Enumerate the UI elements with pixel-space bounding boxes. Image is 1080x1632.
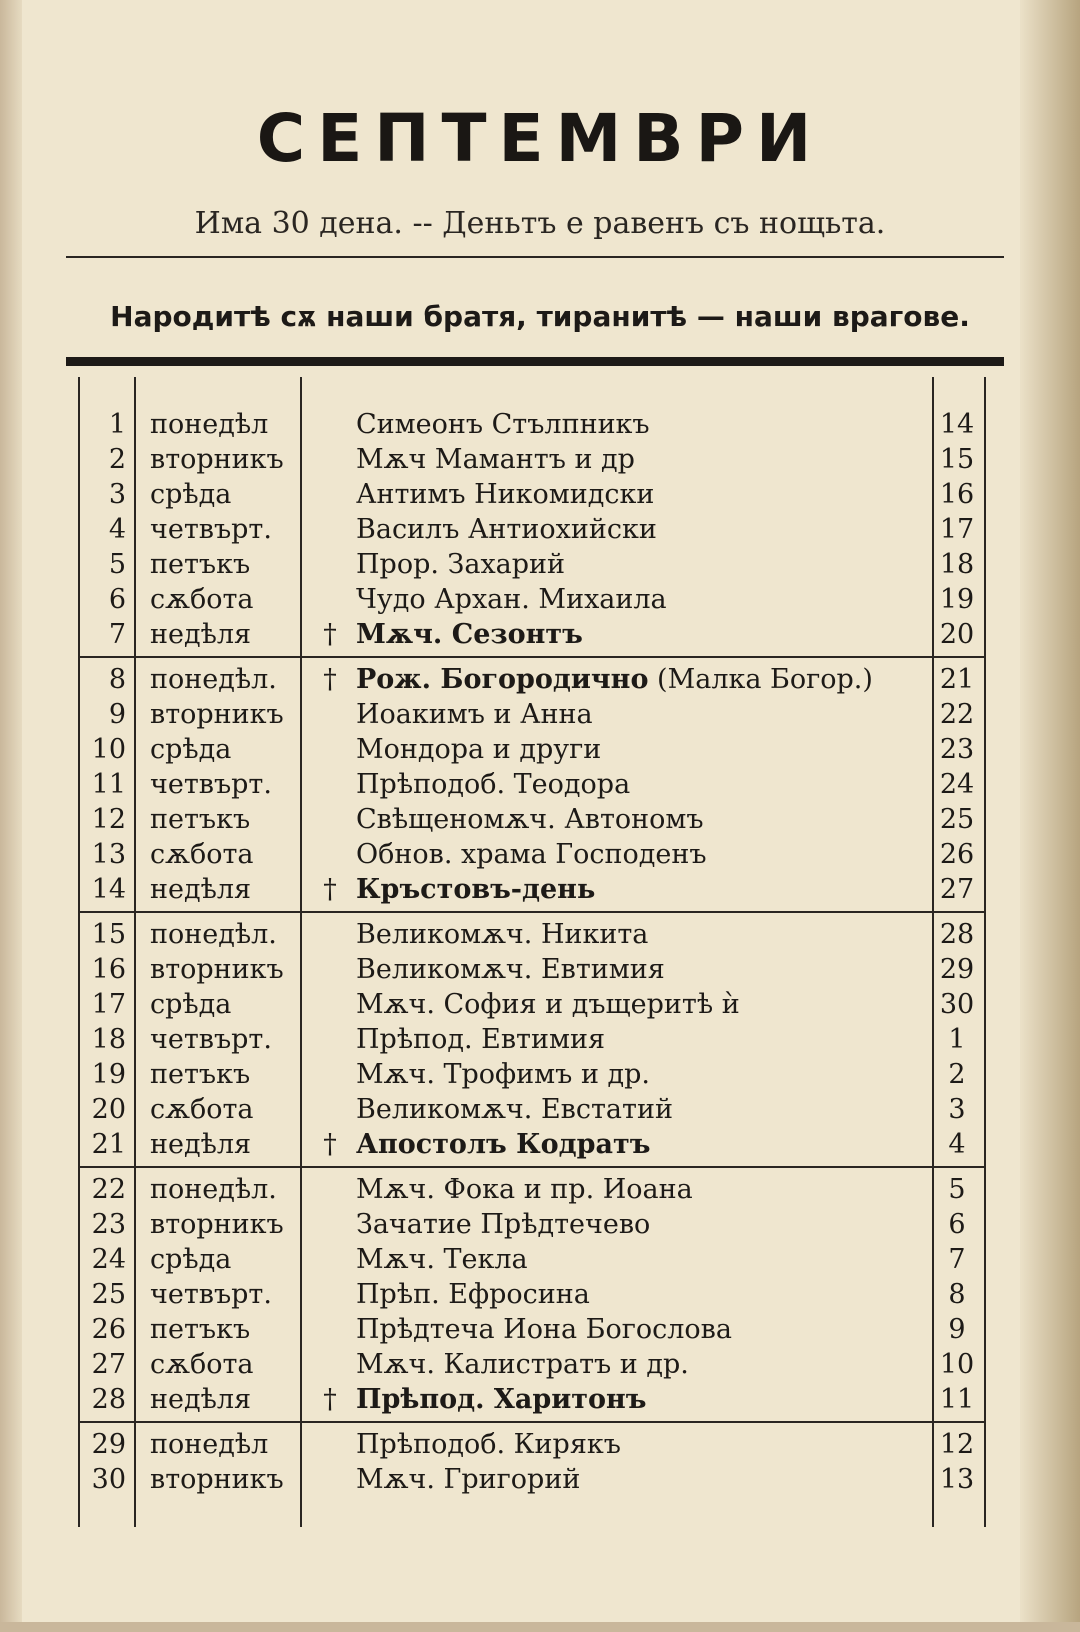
day-number: 8 xyxy=(108,664,126,695)
weekday: вторникъ xyxy=(150,954,284,985)
old-style-date: 24 xyxy=(939,769,975,800)
saint-text: Прор. Захарий xyxy=(356,549,566,580)
weekday: вторникъ xyxy=(150,1209,284,1240)
weekday: понедѣл. xyxy=(150,919,277,950)
saint-name xyxy=(356,1092,936,1127)
calendar-row xyxy=(0,1172,1080,1207)
saint-name xyxy=(356,1427,936,1462)
weekday: четвърт. xyxy=(150,1024,272,1055)
saint-text: Иоакимъ и Анна xyxy=(356,699,593,730)
saint-text: (Малка Богор.) xyxy=(648,664,873,695)
old-style-date: 30 xyxy=(939,989,975,1020)
page-subtitle: Има 30 дена. -- Деньтъ е равенъ съ нощьта. xyxy=(194,206,886,241)
feast-name-bold: Рож. Богородично xyxy=(356,664,649,695)
calendar-row xyxy=(0,802,1080,837)
week-separator xyxy=(78,1421,986,1423)
day-number: 27 xyxy=(91,1349,126,1380)
day-number: 20 xyxy=(91,1094,126,1125)
day-number: 17 xyxy=(91,989,126,1020)
old-style-date: 25 xyxy=(939,804,975,835)
calendar-row xyxy=(0,987,1080,1022)
day-number: 15 xyxy=(91,919,126,950)
weekday: срѣда xyxy=(150,734,232,765)
weekday: четвърт. xyxy=(150,769,272,800)
calendar-row xyxy=(0,407,1080,442)
old-style-date: 19 xyxy=(939,584,975,615)
day-number: 1 xyxy=(108,409,126,440)
old-style-date: 7 xyxy=(948,1244,966,1275)
cross-mark: † xyxy=(323,1384,337,1415)
weekday: недѣля xyxy=(150,619,252,650)
weekday: петъкъ xyxy=(150,1059,251,1090)
calendar-row xyxy=(0,1277,1080,1312)
weekday: сѫбота xyxy=(150,1094,254,1125)
saint-name xyxy=(356,662,936,697)
saint-name xyxy=(356,767,936,802)
saint-name xyxy=(356,987,936,1022)
saint-text: Симеонъ Стълпникъ xyxy=(356,409,650,440)
calendar-row xyxy=(0,1242,1080,1277)
old-style-date: 13 xyxy=(939,1464,975,1495)
feast-name-bold: Прѣпод. Харитонъ xyxy=(356,1384,647,1415)
saint-name xyxy=(356,442,936,477)
old-style-date: 5 xyxy=(948,1174,966,1205)
week-separator xyxy=(78,656,986,658)
saint-name xyxy=(356,1127,936,1162)
weekday: четвърт. xyxy=(150,1279,272,1310)
weekday: понедѣл xyxy=(150,1429,269,1460)
saint-text: Мѫч. София и дъщеритѣ ѝ xyxy=(356,989,740,1020)
saint-text: Великомѫч. Евтимия xyxy=(356,954,665,985)
saint-text: Василъ Антиохийски xyxy=(356,514,657,545)
day-number: 22 xyxy=(91,1174,126,1205)
weekday: петъкъ xyxy=(150,549,251,580)
old-style-date: 14 xyxy=(939,409,975,440)
feast-name-bold: Мѫч. Сезонтъ xyxy=(356,619,583,650)
calendar-row xyxy=(0,1427,1080,1462)
old-style-date: 4 xyxy=(948,1129,966,1160)
day-number: 9 xyxy=(108,699,126,730)
saint-text: Мѫч. Калистратъ и др. xyxy=(356,1349,689,1380)
old-style-date: 12 xyxy=(939,1429,975,1460)
old-style-date: 18 xyxy=(939,549,975,580)
weekday: петъкъ xyxy=(150,804,251,835)
old-style-date: 29 xyxy=(939,954,975,985)
saint-name xyxy=(356,1242,936,1277)
saint-text: Прѣдтеча Иона Богослова xyxy=(356,1314,732,1345)
calendar-table xyxy=(0,377,1080,1525)
saint-name xyxy=(356,1022,936,1057)
weekday: понедѣл. xyxy=(150,1174,277,1205)
old-style-date: 21 xyxy=(939,664,975,695)
old-style-date: 27 xyxy=(939,874,975,905)
day-number: 12 xyxy=(91,804,126,835)
calendar-row xyxy=(0,617,1080,652)
calendar-row xyxy=(0,1312,1080,1347)
calendar-row xyxy=(0,1462,1080,1497)
saint-text: Антимъ Никомидски xyxy=(356,479,655,510)
calendar-row xyxy=(0,547,1080,582)
saint-name xyxy=(356,1347,936,1382)
weekday: понедѣл. xyxy=(150,664,277,695)
saint-text: Мѫч. Трофимъ и др. xyxy=(356,1059,651,1090)
saint-name xyxy=(356,1462,936,1497)
saint-name xyxy=(356,1172,936,1207)
calendar-row xyxy=(0,872,1080,907)
day-number: 11 xyxy=(91,769,126,800)
saint-name xyxy=(356,582,936,617)
saint-text: Великомѫч. Евстатий xyxy=(356,1094,673,1125)
old-style-date: 8 xyxy=(948,1279,966,1310)
weekday: недѣля xyxy=(150,1129,252,1160)
saint-name xyxy=(356,872,936,907)
calendar-row xyxy=(0,767,1080,802)
old-style-date: 9 xyxy=(948,1314,966,1345)
day-number: 10 xyxy=(91,734,126,765)
weekday: срѣда xyxy=(150,989,232,1020)
calendar-row xyxy=(0,1207,1080,1242)
day-number: 14 xyxy=(91,874,126,905)
cross-mark: † xyxy=(323,664,337,695)
old-style-date: 16 xyxy=(939,479,975,510)
saint-text: Прѣпод. Евтимия xyxy=(356,1024,606,1055)
saint-name xyxy=(356,697,936,732)
old-style-date: 20 xyxy=(939,619,975,650)
old-style-date: 17 xyxy=(939,514,975,545)
old-style-date: 15 xyxy=(939,444,975,475)
day-number: 28 xyxy=(91,1384,126,1415)
week-separator xyxy=(78,911,986,913)
saint-text: Мѫч. Фока и пр. Иоана xyxy=(356,1174,693,1205)
week-separator xyxy=(78,1166,986,1168)
saint-name xyxy=(356,1277,936,1312)
calendar-row xyxy=(0,1022,1080,1057)
old-style-date: 2 xyxy=(948,1059,966,1090)
saint-text: Мѫч. Григорий xyxy=(356,1464,581,1495)
weekday: вторникъ xyxy=(150,699,284,730)
saint-name xyxy=(356,617,936,652)
calendar-row xyxy=(0,697,1080,732)
calendar-row xyxy=(0,442,1080,477)
weekday: сѫбота xyxy=(150,1349,254,1380)
saint-text: Чудо Архан. Михаила xyxy=(356,584,667,615)
saint-name xyxy=(356,952,936,987)
saint-text: Мѫч. Текла xyxy=(356,1244,528,1275)
saint-text: Мѫч Мамантъ и др xyxy=(356,444,635,475)
cross-mark: † xyxy=(323,874,337,905)
old-style-date: 1 xyxy=(948,1024,966,1055)
feast-name-bold: Кръстовъ-день xyxy=(356,874,596,905)
day-number: 23 xyxy=(91,1209,126,1240)
weekday: вторникъ xyxy=(150,444,284,475)
old-style-date: 22 xyxy=(939,699,975,730)
day-number: 3 xyxy=(108,479,126,510)
weekday: понедѣл xyxy=(150,409,269,440)
saint-text: Мондора и други xyxy=(356,734,602,765)
calendar-row xyxy=(0,662,1080,697)
weekday: четвърт. xyxy=(150,514,272,545)
saint-text: Свѣщеномѫч. Автономъ xyxy=(356,804,704,835)
weekday: недѣля xyxy=(150,1384,252,1415)
calendar-row xyxy=(0,1382,1080,1417)
calendar-row xyxy=(0,582,1080,617)
old-style-date: 11 xyxy=(939,1384,975,1415)
calendar-row xyxy=(0,1347,1080,1382)
saint-text: Обнов. храма Господенъ xyxy=(356,839,707,870)
weekday: недѣля xyxy=(150,874,252,905)
old-style-date: 28 xyxy=(939,919,975,950)
saint-name xyxy=(356,1382,936,1417)
calendar-row xyxy=(0,917,1080,952)
feast-name-bold: Апостолъ Кодратъ xyxy=(356,1129,651,1160)
day-number: 18 xyxy=(91,1024,126,1055)
day-number: 26 xyxy=(91,1314,126,1345)
old-style-date: 10 xyxy=(939,1349,975,1380)
saint-name xyxy=(356,1207,936,1242)
weekday: сѫбота xyxy=(150,584,254,615)
day-number: 4 xyxy=(108,514,126,545)
calendar-row xyxy=(0,1092,1080,1127)
saint-text: Прѣподоб. Кирякъ xyxy=(356,1429,621,1460)
weekday: срѣда xyxy=(150,1244,232,1275)
saint-text: Прѣп. Ефросина xyxy=(356,1279,590,1310)
saint-name xyxy=(356,1312,936,1347)
day-number: 29 xyxy=(91,1429,126,1460)
weekday: сѫбота xyxy=(150,839,254,870)
saint-name xyxy=(356,802,936,837)
page-title: СЕПТЕМВРИ xyxy=(256,100,824,177)
cross-mark: † xyxy=(323,619,337,650)
divider-thick xyxy=(66,357,1004,366)
day-number: 5 xyxy=(108,549,126,580)
weekday: вторникъ xyxy=(150,1464,284,1495)
day-number: 16 xyxy=(91,954,126,985)
day-number: 25 xyxy=(91,1279,126,1310)
saint-text: Великомѫч. Никита xyxy=(356,919,649,950)
day-number: 6 xyxy=(108,584,126,615)
day-number: 19 xyxy=(91,1059,126,1090)
old-style-date: 3 xyxy=(948,1094,966,1125)
day-number: 13 xyxy=(91,839,126,870)
saint-name xyxy=(356,1057,936,1092)
calendar-row xyxy=(0,477,1080,512)
old-style-date: 26 xyxy=(939,839,975,870)
saint-name xyxy=(356,917,936,952)
saint-text: Прѣподоб. Теодора xyxy=(356,769,631,800)
calendar-row xyxy=(0,732,1080,767)
calendar-row xyxy=(0,1057,1080,1092)
calendar-row xyxy=(0,952,1080,987)
saint-name xyxy=(356,547,936,582)
calendar-row xyxy=(0,512,1080,547)
saint-text: Зачатие Прѣдтечево xyxy=(356,1209,651,1240)
saint-name xyxy=(356,512,936,547)
saint-name xyxy=(356,477,936,512)
page-edge-bottom xyxy=(0,1622,1080,1632)
cross-mark: † xyxy=(323,1129,337,1160)
motto: Народитѣ сѫ наши братя, тиранитѣ — наши врагове. xyxy=(110,300,970,333)
day-number: 30 xyxy=(91,1464,126,1495)
old-style-date: 23 xyxy=(939,734,975,765)
day-number: 21 xyxy=(91,1129,126,1160)
calendar-row xyxy=(0,837,1080,872)
calendar-row xyxy=(0,1127,1080,1162)
saint-name xyxy=(356,732,936,767)
day-number: 24 xyxy=(91,1244,126,1275)
day-number: 2 xyxy=(108,444,126,475)
saint-name xyxy=(356,837,936,872)
saint-name xyxy=(356,407,936,442)
divider-thin xyxy=(66,256,1004,258)
day-number: 7 xyxy=(108,619,126,650)
weekday: срѣда xyxy=(150,479,232,510)
weekday: петъкъ xyxy=(150,1314,251,1345)
old-style-date: 6 xyxy=(948,1209,966,1240)
